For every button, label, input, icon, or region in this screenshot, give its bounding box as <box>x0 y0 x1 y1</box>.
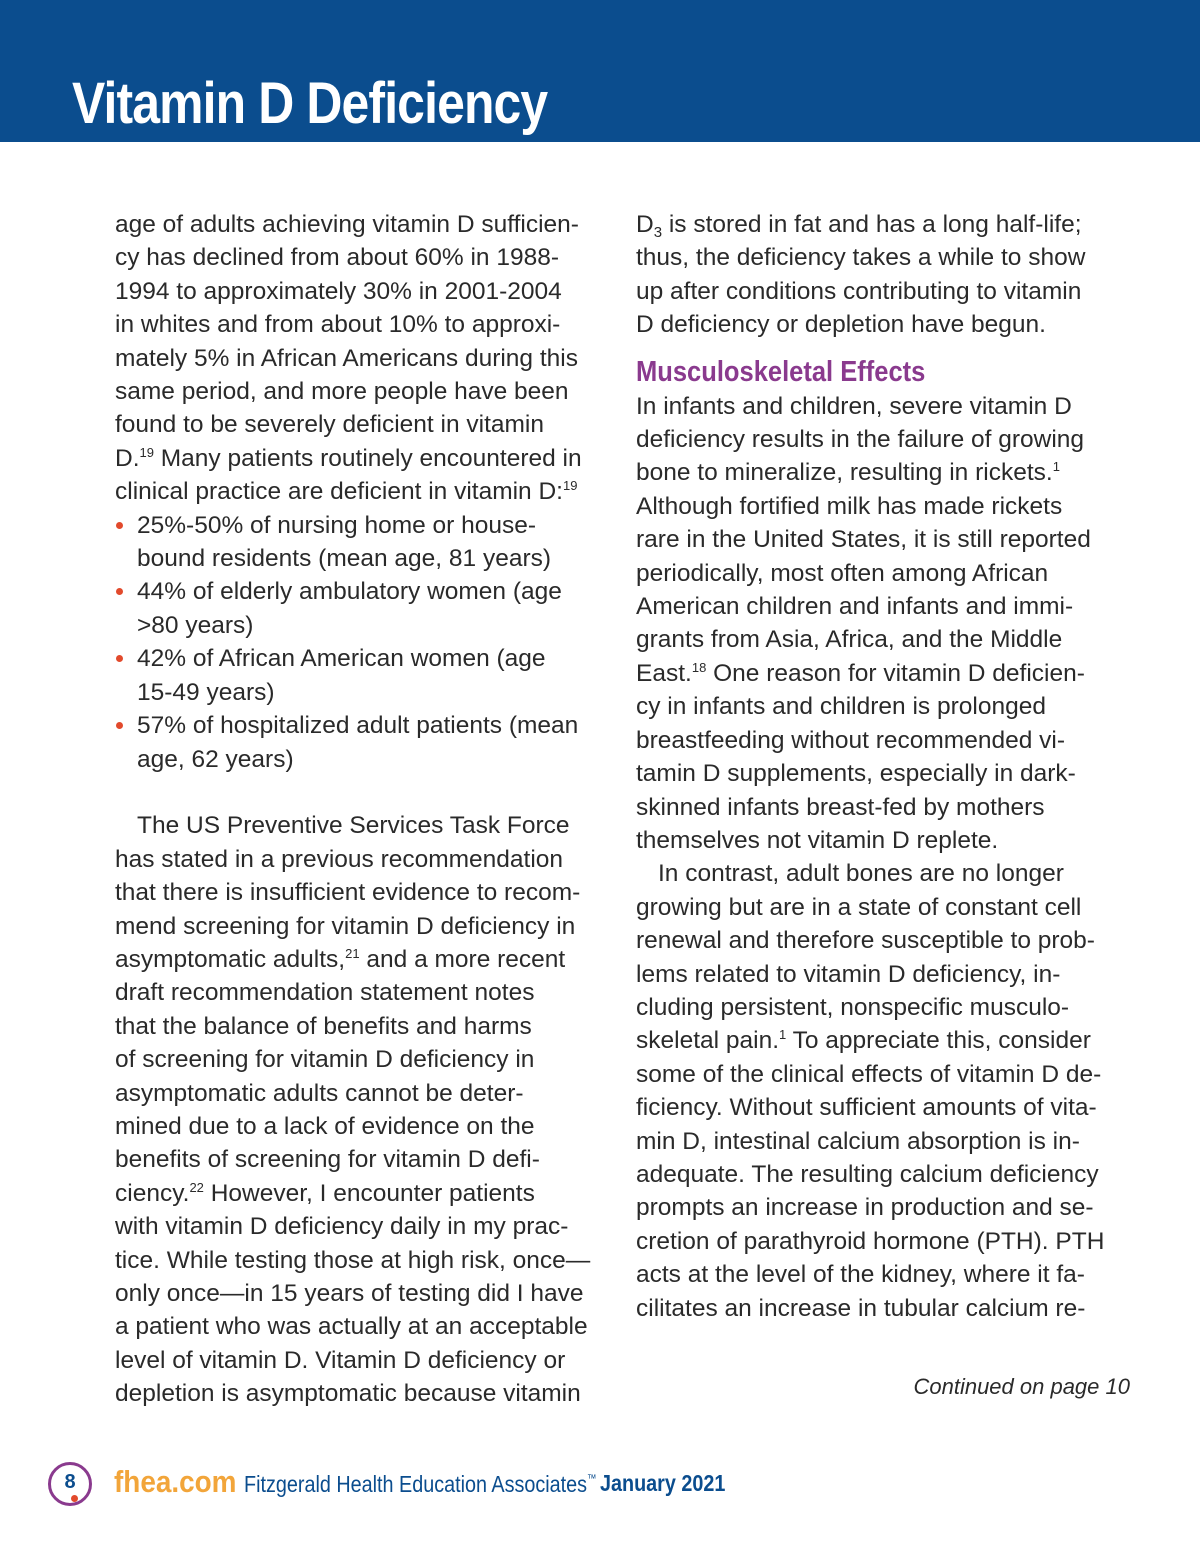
left-column <box>115 208 610 1411</box>
prevalence-list <box>115 509 610 776</box>
page-number: 8 <box>64 1471 76 1493</box>
footer-organization: Fitzgerald Health Education Associates™ <box>244 1471 597 1497</box>
bullet-icon <box>116 522 123 529</box>
badge-dot-icon <box>71 1495 78 1502</box>
page-title: Vitamin D Deficiency <box>72 71 548 136</box>
citation-1: 1 <box>779 1027 787 1043</box>
right-paragraph-2: In infants and children, severe vitamin D deficiency results in the failure of growing bone to mineralize, resulting in rickets.$^1$ Although fortified milk has made rickets rare in the United States, it is still reported periodically, most often among African American children and infants and immi- grants from Asia, Africa, and the Middle East.$^{18}$ One reason for vitamin D deficien- cy in infants and children is prolonged breastfeeding without recommended vi- tamin D supplements, especially in dark- skinned infants breast-fed by mothers themselves not vitamin D replete. <box>636 392 1091 854</box>
footer-site-link[interactable]: fhea.com <box>114 1464 237 1499</box>
spacer <box>115 776 610 809</box>
list-item: 42% of African American women (age 15-49 years) <box>115 642 610 709</box>
trademark-symbol: ™ <box>587 1473 597 1485</box>
footer <box>48 1462 1148 1506</box>
right-paragraph-1: $D_3$ is stored in fat and has a long half-life; thus, the deficiency takes a while to show up after conditions contributing to vitamin D deficiency or depletion have begun. <box>636 211 1086 339</box>
citation-1: 1 <box>1052 459 1060 475</box>
citation-19: 19 <box>139 444 154 460</box>
header-band <box>0 0 1200 142</box>
left-paragraph-1: age of adults achieving vitamin D sufficien- cy has declined from about 60% in 1988- 1994 to approximately 30% in 2001-2004 in whites and from about 10% to approxi- mately 5% in African Americans during this same period, and more people have been found to be severely deficient in vitamin D.$^{19}$ Many patients routinely encountered in clinical practice are deficient in vitamin D:$^{19}$ <box>115 211 582 506</box>
list-item: 25%-50% of nursing home or house- bound residents (mean age, 81 years) <box>115 509 610 576</box>
citation-18: 18 <box>691 659 707 675</box>
citation-21: 21 <box>345 945 360 961</box>
section-heading: Musculoskeletal Effects <box>636 355 926 388</box>
footer-issue-date: January 2021 <box>600 1470 726 1496</box>
list-item: 44% of elderly ambulatory women (age >80 years) <box>115 575 610 642</box>
left-paragraph-2: The US Preventive Services Task Force has stated in a previous recommendation that there is insufficient evidence to recom- mend screening for vitamin D deficiency in asymptomatic adults,$^{21}$ and a more recent draft recommendation statement notes that the balance of benefits and harms of screening for vitamin D deficiency in asymptomatic adults cannot be deter- mined due to a lack of evidence on the benefits of screening for vitamin D defi- ciency.$^{22}$ However, I encounter patients with vitamin D deficiency daily in my prac- tice. While testing those at high risk, once— only once—in 15 years of testing did I have a patient who was actually at an acceptable level of vitamin D. Vitamin D deficiency or depletion is asymptomatic because vitamin <box>115 812 591 1408</box>
citation-22: 22 <box>189 1179 204 1195</box>
bullet-icon <box>116 655 123 662</box>
subscript-3: 3 <box>653 224 663 241</box>
right-column <box>636 208 1131 1325</box>
right-paragraph-3: In contrast, adult bones are no longer growing but are in a state of constant cell renewal and therefore susceptible to prob- lems related to vitamin D deficiency, in- cluding persistent, nonspecific musculo- skeletal pain.$^1$ To appreciate this, consider some of the clinical effects of vitamin D de- ficiency. Without sufficient amounts of vita- min D, intestinal calcium absorption is in- adequate. The resulting calcium deficiency prompts an increase in production and se- cretion of parathyroid hormone (PTH). PTH acts at the level of the kidney, where it fa- cilitates an increase in tubular calcium re- <box>636 860 1105 1322</box>
bullet-icon <box>116 722 123 729</box>
list-item: 57% of hospitalized adult patients (mean age, 62 years) <box>115 709 610 776</box>
page-number-badge <box>48 1462 92 1506</box>
bullet-icon <box>116 588 123 595</box>
citation-19: 19 <box>563 478 578 494</box>
continued-note: Continued on page 10 <box>913 1374 1130 1399</box>
